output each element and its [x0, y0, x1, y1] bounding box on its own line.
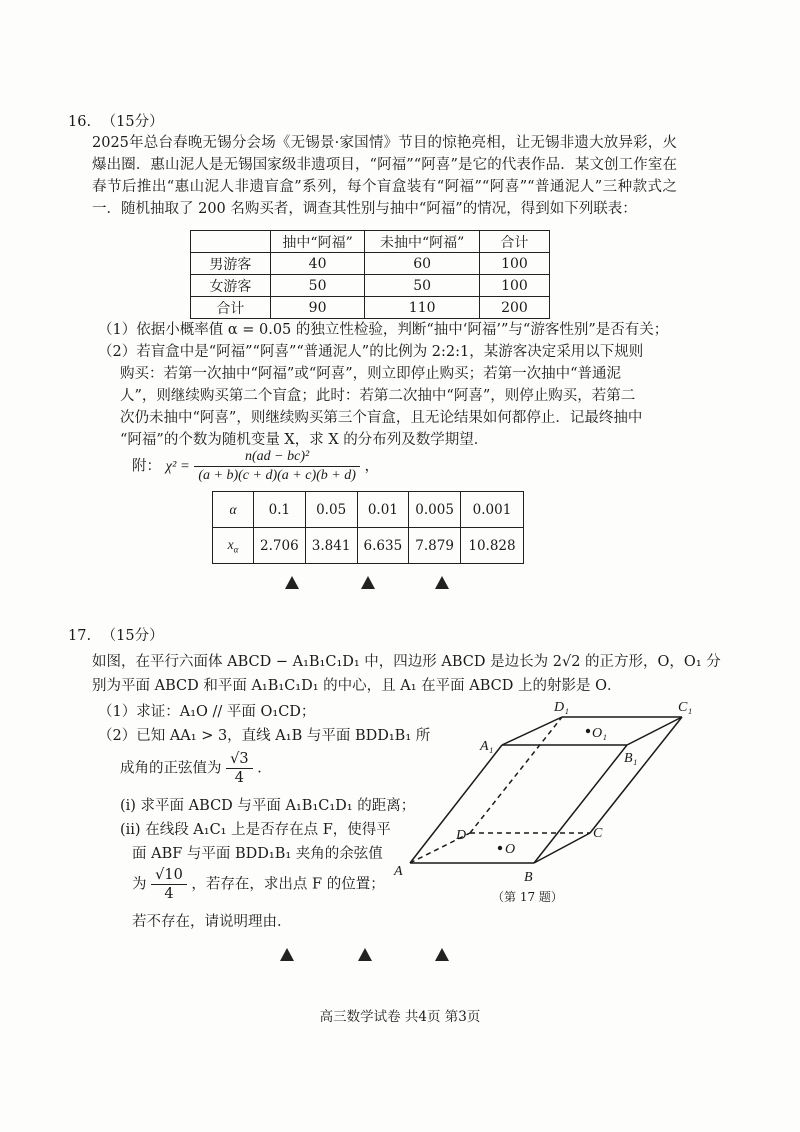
- q16-points: （15分）: [101, 114, 164, 130]
- cosine-fraction: [151, 866, 187, 903]
- q17-sub2-line3: [132, 866, 385, 903]
- point-O1-dot: [586, 729, 590, 733]
- edge-DD1: [470, 717, 562, 833]
- label-D1: D₁: [554, 700, 569, 715]
- x-sub: α: [233, 544, 239, 555]
- table-cell: 0.005: [409, 492, 461, 528]
- label-O1: O₁: [592, 726, 607, 741]
- table-cell: 40: [270, 253, 365, 275]
- triangle-marker-icon: [285, 576, 299, 589]
- table-cell: 合计: [479, 231, 549, 253]
- table-cell: 0.01: [357, 492, 409, 528]
- q16-part2-line5: “阿福”的个数为随机变量 X，求 X 的分布列及数学期望．: [120, 432, 489, 448]
- triangle-marker-icon: [358, 948, 372, 961]
- fraction-denominator: 4: [164, 886, 174, 902]
- q17-header: [68, 624, 164, 645]
- q17-sub2-line1: (ii) 在线段 A₁C₁ 上是否存在点 F，使得平: [120, 822, 391, 838]
- label-C1: C₁: [678, 700, 693, 715]
- q16-part2-line4: 次仍未抽中“阿喜”，则继续购买第三个盲盒，且无论结果如何都停止．记最终抽中: [120, 410, 643, 426]
- table-cell: 200: [479, 297, 549, 319]
- q17-sub2-line4: 若不存在，请说明理由．: [132, 914, 292, 930]
- table-cell: 0.001: [461, 492, 524, 528]
- table-cell: 女游客: [191, 275, 271, 297]
- label-D: D: [456, 828, 467, 843]
- critical-value-table: [212, 491, 524, 564]
- x-label: x: [227, 536, 234, 552]
- q16-intro: 2025年总台春晚无锡分会场《无锡景·家国情》节目的惊艳亮相，让无锡非遗大放异彩，火爆出圈．惠山泥人是无锡国家级非遗项目，“阿福”“阿喜”是它的代表作品．某文创工作室在春节后推出“惠山泥人非遗盲盒”系列，每个盲盒装有“阿福”“阿喜”“普通泥人”三种款式之一．随机抽取了 200 名购买者，调查其性别与抽中“阿福”的情况，得到如下列联表：: [92, 135, 677, 217]
- text-segment: ．: [257, 760, 272, 777]
- label-O: O: [505, 842, 516, 857]
- edge-A1D1: [502, 717, 562, 745]
- q17-sub2-line2: 面 ABF 与平面 BDD₁B₁ 夹角的余弦值: [132, 846, 383, 862]
- fraction-denominator: (a + b)(c + d)(a + c)(b + d): [198, 468, 356, 483]
- label-B1: B₁: [624, 751, 638, 766]
- table-cell: 抽中“阿福”: [270, 231, 365, 253]
- triangle-marker-icon: [435, 948, 449, 961]
- table-row: [191, 275, 550, 297]
- table-cell: 0.1: [254, 492, 306, 528]
- q16-formula: [132, 448, 379, 485]
- table-cell: 50: [365, 275, 479, 297]
- table-row: [213, 492, 524, 528]
- q17-part2-line1: （2）已知 AA₁ > 3，直线 A₁B 与平面 BDD₁B₁ 所: [98, 728, 431, 744]
- text-segment: 成角的正弦值为: [120, 760, 222, 777]
- table-cell: 未抽中“阿福”: [365, 231, 479, 253]
- fraction-numerator: √10: [151, 866, 187, 885]
- table-cell: 110: [365, 297, 479, 319]
- alpha-label: α: [213, 492, 254, 528]
- q16-part2-line3: 人”，则继续购买第二个盲盒；此时：若第二次抽中“阿喜”，则停止购买，若第二: [120, 388, 636, 404]
- triangle-marker-icon: [361, 576, 375, 589]
- table-cell: 6.635: [357, 528, 409, 564]
- q17-number: 17.: [68, 628, 92, 644]
- fraction-numerator: √3: [226, 750, 252, 769]
- point-O-dot: [498, 846, 502, 850]
- q17-part1: （1）求证：A₁O // 平面 O₁CD；: [98, 704, 316, 720]
- q16-part2-line2: 购买：若第一次抽中“阿福”或“阿喜”，则立即停止购买；若第一次抽中“普通泥: [120, 366, 622, 382]
- fraction-numerator: n(ad − bc)²: [194, 448, 360, 467]
- table-cell: 3.841: [305, 528, 357, 564]
- table-row: [191, 297, 550, 319]
- page-footer: 高三数学试卷 共4页 第3页: [319, 1009, 481, 1025]
- table-cell: 2.706: [254, 528, 306, 564]
- triangle-marker-icon: [280, 948, 294, 961]
- label-A: A: [394, 864, 403, 879]
- edge-AA1: [410, 745, 502, 863]
- label-A1: A₁: [480, 739, 494, 754]
- table-row: [213, 528, 524, 564]
- formula-tail: ，: [364, 458, 379, 475]
- label-B: B: [524, 870, 533, 885]
- fraction-denominator: 4: [234, 770, 244, 786]
- appendix-label: 附：: [132, 458, 161, 475]
- q17-parts: [98, 700, 431, 940]
- table-header-row: [191, 231, 550, 253]
- q16-header: [68, 110, 164, 131]
- triangle-marker-icon: [435, 576, 449, 589]
- text-segment: ，若存在，求出点 F 的位置；: [191, 876, 385, 893]
- q17-sub1: (i) 求平面 ABCD 与平面 A₁B₁C₁D₁ 的距离；: [120, 798, 416, 814]
- table-cell: 男游客: [191, 253, 271, 275]
- table-cell: 50: [270, 275, 365, 297]
- table-cell: 合计: [191, 297, 271, 319]
- table-cell: 100: [479, 253, 549, 275]
- table-cell: 60: [365, 253, 479, 275]
- q17-intro-line1: 如图，在平行六面体 ABCD − A₁B₁C₁D₁ 中，四边形 ABCD 是边长为 2√2 的正方形，O，O₁ 分: [92, 654, 721, 670]
- chi-square-lhs: χ² =: [165, 458, 190, 475]
- figure-caption: （第 17 题）: [492, 890, 563, 904]
- label-C: C: [593, 826, 603, 841]
- parallelepiped-figure: [392, 695, 712, 915]
- sine-fraction: [226, 750, 252, 787]
- edge-BC: [534, 833, 590, 863]
- x-alpha-label: [213, 528, 254, 564]
- q17-part2-line2: [120, 750, 272, 787]
- q16-contingency-table: [190, 230, 550, 319]
- table-cell: 0.05: [305, 492, 357, 528]
- q16-part2-line1: （2）若盲盒中是“阿福”“阿喜”“普通泥人”的比例为 2:2:1，某游客决定采用以下规则: [98, 344, 644, 360]
- q16-part1: （1）依据小概率值 α = 0.05 的独立性检验，判断“抽中‘阿福’”与“游客性别”是否有关；: [98, 322, 669, 338]
- chi-square-fraction: [194, 448, 360, 485]
- edge-B1C1: [627, 717, 682, 745]
- q16-number: 16.: [68, 114, 92, 130]
- text-segment: 为: [132, 876, 147, 893]
- q17-intro: [92, 650, 721, 694]
- table-cell: 90: [270, 297, 365, 319]
- table-cell: 10.828: [461, 528, 524, 564]
- q17-points: （15分）: [101, 628, 164, 644]
- table-cell: 100: [479, 275, 549, 297]
- q16-parts: [98, 318, 698, 448]
- q17-intro-line2: 别为平面 ABCD 和平面 A₁B₁C₁D₁ 的中心，且 A₁ 在平面 ABCD 上的射影是 O．: [92, 678, 622, 694]
- table-cell: 7.879: [409, 528, 461, 564]
- table-row: [191, 253, 550, 275]
- table-cell: [191, 231, 271, 253]
